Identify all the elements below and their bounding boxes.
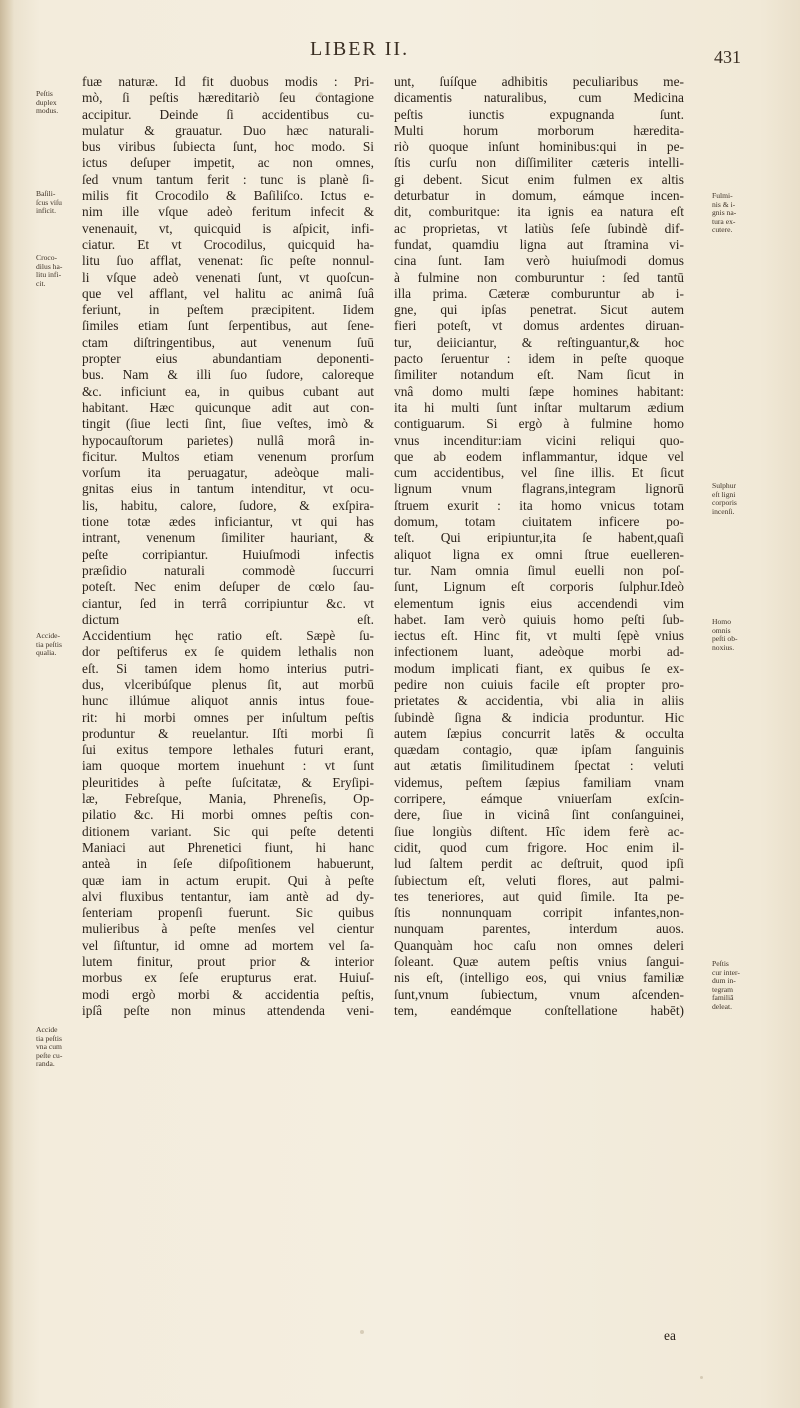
text-line: li vſque adeò venenati ſunt, vt quoſcun- xyxy=(82,269,374,285)
text-line: Multi horum morborum hæredita- xyxy=(394,122,684,138)
text-line: vorſum ita peruagatur, adeòque mali- xyxy=(82,465,374,481)
text-line: elementum ignis eius accendendi vim xyxy=(394,595,684,611)
text-line: hypocauſtorum parietes) nullâ morâ in- xyxy=(82,432,374,448)
text-line: poteſt. Nec enim deſuper de cœlo ſau- xyxy=(82,579,374,595)
margin-note-crocodilus xyxy=(36,254,76,288)
margin-note-line: ſcus viſu xyxy=(36,197,62,207)
margin-note-line: qualia. xyxy=(36,648,57,658)
text-line: fuæ naturæ. Id fit duobus modis : Pri- xyxy=(82,74,374,89)
text-line: pacto ſeruentur : idem in peſte quoque xyxy=(394,351,684,367)
margin-note-line: Homo xyxy=(712,617,731,626)
text-line: corripere, eámque vniuerſam exſcin- xyxy=(394,791,684,807)
text-line: tione totæ ædes inficiantur, vt qui has xyxy=(82,514,374,530)
text-line: peſte corripiantur. Huiuſmodi infectis xyxy=(82,546,374,562)
text-line: læ, Febreſque, Mania, Phreneſis, Op- xyxy=(82,791,374,807)
text-line: alvi fluxibus tentantur, iam antè ad dy- xyxy=(82,888,374,904)
margin-note-pestis-familia xyxy=(712,960,772,1012)
text-line: aut ætatis ſimilitudinem ſpectat : veluti xyxy=(394,758,684,774)
text-line: Maniaci aut Phrenetici fiunt, hi hanc xyxy=(82,839,374,855)
text-line: &c. inficiunt ea, in quibus cubant aut xyxy=(82,383,374,399)
text-line: modum implicati fiant, ex quibus ſe ex- xyxy=(394,660,684,676)
text-line: venenauit, vt, quicquid is aſpicit, infi- xyxy=(82,220,374,236)
margin-note-line: Baſili- xyxy=(36,189,56,198)
margin-note-fulminis xyxy=(712,192,772,235)
text-line: bus. Nam & illi ſuo ſudore, caloreque xyxy=(82,367,374,383)
text-line: que vel afflant, vel halitu ac animâ ſuâ xyxy=(82,285,374,301)
margin-note-line: gnis na- xyxy=(712,208,737,218)
text-line: anteà in ſeſe diſpoſitionem habuerunt, xyxy=(82,856,374,872)
text-line: litu ſuo afflat, venenat: ſic peſte nonnul- xyxy=(82,253,374,269)
text-line: iectus eſt. Hinc fit, vt multi ſępè vnius xyxy=(394,628,684,644)
text-line: rit: hi morbi omnes per inſultum peſtis xyxy=(82,709,374,725)
text-line: dus, vlceribúſque plenus ſit, aut morbū xyxy=(82,676,374,692)
margin-note-line: peſti ob- xyxy=(712,634,738,644)
margin-note-accidentia-curanda xyxy=(36,1026,76,1069)
text-line: præſidio naturali commodè ſuccurri xyxy=(82,562,374,578)
text-line: ac proprietas, vt latiùs ſeſe ſubindè dif- xyxy=(394,220,684,236)
text-line: tes teneriores, aut quid ſimile. Ita pe- xyxy=(394,888,684,904)
text-line: unt, ſuíſque adhibitis peculiaribus me- xyxy=(394,74,684,89)
margin-note-line: litu infi- xyxy=(36,270,62,280)
text-line: lignum vnum flagrans,integram lignorū xyxy=(394,481,684,497)
text-line: deturbatur in domum, eámque incen- xyxy=(394,188,684,204)
text-line: dor peſtiferus ex ſe quidem lethalis non xyxy=(82,644,374,660)
text-line: prietates & accidentia, vbi alia in aliis xyxy=(394,693,684,709)
text-line: ditionem variant. Sic qui peſte detenti xyxy=(82,823,374,839)
text-line: ſenteriam propenſi fuerunt. Sic quibus xyxy=(82,905,374,921)
text-line: hunc illúmue aliquot annis intus foue- xyxy=(82,693,374,709)
text-line: produntur & reuelantur. Iſti morbi ſi xyxy=(82,725,374,741)
text-line: nim ille vſque adeò feritum infecit & xyxy=(82,204,374,220)
text-line: ſunt,vnum ſubiectum, vnum aſcenden- xyxy=(394,986,684,1002)
text-line: ſimiles etiam ſunt ſerpentibus, aut ſene- xyxy=(82,318,374,334)
text-line: ſtruem exurit : ita homo vnicus totam xyxy=(394,497,684,513)
text-line: ſui exitus tempore lethales futuri erant, xyxy=(82,742,374,758)
margin-note-line: nis & i- xyxy=(712,199,736,209)
paper-speck xyxy=(700,1376,703,1379)
text-line: accipitur. Deinde ſi accidentibus cu- xyxy=(82,106,374,122)
margin-note-line: Fulmi- xyxy=(712,191,733,200)
text-line: cum accidentibus, vel ſine illis. Et ſicut xyxy=(394,465,684,481)
text-line: vnus incenditur:iam vicini reliqui quo- xyxy=(394,432,684,448)
text-line: que ab eodem inflammantur, idque vel xyxy=(394,448,684,464)
text-line: nis eſt, (intelligo eos, qui vnius familiæ xyxy=(394,970,684,986)
text-line: illa prima. Cæteræ comburuntur ab i- xyxy=(394,285,684,301)
text-line: ipſâ peſte non minus attendenda veni- xyxy=(82,1002,374,1018)
margin-note-line: dum in- xyxy=(712,976,736,986)
margin-note-line: deleat. xyxy=(712,1001,733,1011)
margin-note-line: tegram xyxy=(712,984,734,994)
text-line: modi ergò morbi & accidentia peſtis, xyxy=(82,986,374,1002)
text-line: ctam diſtringentibus, aut venenum ſuū xyxy=(82,334,374,350)
text-line: eſt. Si tamen idem homo interius putri- xyxy=(82,660,374,676)
text-line: pleuritides à peſte ſuſcitatæ, & Eryſipi- xyxy=(82,774,374,790)
margin-note-line: cutere. xyxy=(712,225,733,235)
text-line: dictum eſt. xyxy=(82,611,374,627)
margin-note-line: tia peſtis xyxy=(36,1033,62,1043)
margin-note-line: omnis xyxy=(712,625,731,635)
text-line: ſubindè ſigna & indicia produntur. Hic xyxy=(394,709,684,725)
text-line: mulieribus à peſte menſes vel cientur xyxy=(82,921,374,937)
paper-speck xyxy=(360,1330,364,1334)
text-line: ſtis nonnunquam corripit infantes,non- xyxy=(394,905,684,921)
margin-note-line: Peſtis xyxy=(712,959,729,968)
text-line: feriunt, in peſtem præcipitent. Iidem xyxy=(82,302,374,318)
text-line: à fulmine non comburuntur : ſed tantū xyxy=(394,269,684,285)
running-head: LIBER II. xyxy=(310,38,410,60)
text-line: milis fit Crocodilo & Baſiliſco. Ictus e- xyxy=(82,188,374,204)
margin-note-homo-omnis xyxy=(712,618,772,652)
text-line: aliquot ligna ex omni ſtrue euelleren- xyxy=(394,546,684,562)
text-line: vel ſiſtuntur, id omne ad mortem vel ſa- xyxy=(82,937,374,953)
text-line: contiguarum. Si ergò à fulmine homo xyxy=(394,416,684,432)
text-line: tem, eandémque conſtellatione habēt) xyxy=(394,1002,684,1018)
page-number: 431 xyxy=(714,47,741,67)
text-line: domum, totam ciuitatem inficere po- xyxy=(394,514,684,530)
margin-note-line: incenſi. xyxy=(712,506,735,516)
text-line: bus viribus ſubiecta ſunt, hoc modo. Si xyxy=(82,139,374,155)
text-line: riò quoque inſunt hominibus:qui in pe- xyxy=(394,139,684,155)
text-line: dit, comburitque: ita ignis ea natura eſt xyxy=(394,204,684,220)
margin-note-line: tura ex- xyxy=(712,216,736,226)
margin-note-sulphur xyxy=(712,482,772,516)
text-line: tur, deiiciantur, & reſtinguantur,& hoc xyxy=(394,334,684,350)
margin-note-line: corporis xyxy=(712,498,737,508)
text-line: vnâ domo multi ſæpe homines habitant: xyxy=(394,383,684,399)
text-line: fundat, quamdiu ligna aut ſtramina vi- xyxy=(394,236,684,252)
text-line: propter eius abundantiam deponenti- xyxy=(82,351,374,367)
margin-note-line: noxius. xyxy=(712,642,735,652)
text-line: pedire non cuiuis facile eſt propter pro- xyxy=(394,676,684,692)
margin-note-line: tia peſtis xyxy=(36,639,62,649)
margin-note-line: dilus ha- xyxy=(36,261,63,271)
text-line: mò, ſi peſtis hæreditariò ſeu contagione xyxy=(82,90,374,106)
margin-note-basiliscus xyxy=(36,190,76,216)
text-line: dere, ſiue in vicinâ ſint conſanguinei, xyxy=(394,807,684,823)
margin-note-line: randa. xyxy=(36,1059,55,1069)
text-line: gi debent. Sicut enim fulmen ex altis xyxy=(394,171,684,187)
text-line: cina ſunt. Iam verò huiuſmodi domus xyxy=(394,253,684,269)
text-line: autem ſæpius concurrit latēs & occulta xyxy=(394,725,684,741)
text-line: pilatio &c. Hi morbi omnes peſtis con- xyxy=(82,807,374,823)
text-line: tur. Nam omnia ſimul euelli non poſ- xyxy=(394,562,684,578)
margin-note-accidentia-qualia xyxy=(36,632,76,658)
page-binding-shadow xyxy=(0,0,14,1408)
text-line: lud ſaltem perdit ac deſtruit, quod ipſi xyxy=(394,856,684,872)
right-text-column xyxy=(394,74,684,1019)
text-line: habitant. Hæc quicunque adit aut con- xyxy=(82,399,374,415)
text-line: gnitas eius in tantum intenditur, vt ocu- xyxy=(82,481,374,497)
text-line: ſoleant. Quæ autem peſtis vnius ſangui- xyxy=(394,954,684,970)
text-line: teſt. Qui eripiuntur,ita ſe habent,quaſi xyxy=(394,530,684,546)
text-line: Quanquàm hoc caſu non omnes deleri xyxy=(394,937,684,953)
text-line: dicamentis naturalibus, cum Medicina xyxy=(394,90,684,106)
text-line: ciatur. Et vt Crocodilus, quicquid ha- xyxy=(82,236,374,252)
text-line: tingit (ſiue lecti ſint, ſiue veſtes, imò & xyxy=(82,416,374,432)
text-line: fieri poteſt, vt domus ardentes diruan- xyxy=(394,318,684,334)
text-line: Accidentium hęc ratio eſt. Sæpè ſu- xyxy=(82,628,374,644)
margin-note-line: Sulphur xyxy=(712,481,737,490)
text-line: iam quoque mortem inuehunt : vt ſunt xyxy=(82,758,374,774)
paper-speck xyxy=(318,92,323,97)
text-line: ſed vnum tantum ferit : tunc is planè ſi- xyxy=(82,171,374,187)
text-line: peſtis iunctis expugnanda ſunt. xyxy=(394,106,684,122)
text-line: morbus ex ſeſe erupturus erat. Huiuſ- xyxy=(82,970,374,986)
text-line: ſimiliter notandum eſt. Nam ſicut in xyxy=(394,367,684,383)
text-line: gne, qui ipſas penetrat. Sicut autem xyxy=(394,302,684,318)
margin-note-line: cur inter- xyxy=(712,967,740,977)
text-line: lis, habitu, calore, ſudore, & exſpira- xyxy=(82,497,374,513)
text-line: ſunt, Lignum eſt corporis ſulphur.Ideò xyxy=(394,579,684,595)
text-line: ſiue longiùs diſtent. Hîc idem ferè ac- xyxy=(394,823,684,839)
margin-note-line: modus. xyxy=(36,106,59,116)
text-line: nunquam parentes, interdum auos. xyxy=(394,921,684,937)
left-text-column xyxy=(82,74,374,1019)
text-line: ſtis curſu non diſſimiliter cæteris intelli- xyxy=(394,155,684,171)
text-line: lutem finitur, prout prior & interior xyxy=(82,954,374,970)
text-line: mulatur & grauatur. Duo hæc naturali- xyxy=(82,122,374,138)
catchword: ea xyxy=(664,1328,676,1343)
margin-note-line: cit. xyxy=(36,278,46,288)
margin-note-line: eſt ligni xyxy=(712,489,736,499)
text-line: quæ iam in actum erupit. Qui à peſte xyxy=(82,872,374,888)
margin-note-line: peſte cu- xyxy=(36,1050,63,1060)
text-line: ictus deſuper impetit, ac non omnes, xyxy=(82,155,374,171)
text-line: ciantur, ſed in terrâ corripiuntur &c. vt xyxy=(82,595,374,611)
text-line: infectionem luant, adeòque morbi ad- xyxy=(394,644,684,660)
margin-note-line: Accide- xyxy=(36,631,61,640)
margin-note-line: vna cum xyxy=(36,1042,62,1052)
margin-note-line: Croco- xyxy=(36,253,58,262)
margin-note-line: inficit. xyxy=(36,206,57,216)
text-line: videmus, peſtem ſæpius familiam vnam xyxy=(394,774,684,790)
text-line: quædam contagio, quæ ipſam ſanguinis xyxy=(394,742,684,758)
margin-note-line: Peſtis xyxy=(36,89,53,98)
text-line: ficitur. Multos etiam venenum prorſum xyxy=(82,448,374,464)
margin-note-line: familiā xyxy=(712,993,734,1003)
text-line: intrant, venenum ſimiliter hauriant, & xyxy=(82,530,374,546)
margin-note-pestis-duplex xyxy=(36,90,76,116)
text-line: ſubiectum eſt, veluti flores, aut palmi- xyxy=(394,872,684,888)
text-line: cidit, quod cum frigore. Hoc enim il- xyxy=(394,839,684,855)
text-line: ita hi multi ſunt inſtar multarum ædium xyxy=(394,399,684,415)
text-line: habet. Iam verò quiuis homo peſti ſub- xyxy=(394,611,684,627)
margin-note-line: duplex xyxy=(36,97,57,107)
margin-note-line: Accide xyxy=(36,1025,58,1034)
